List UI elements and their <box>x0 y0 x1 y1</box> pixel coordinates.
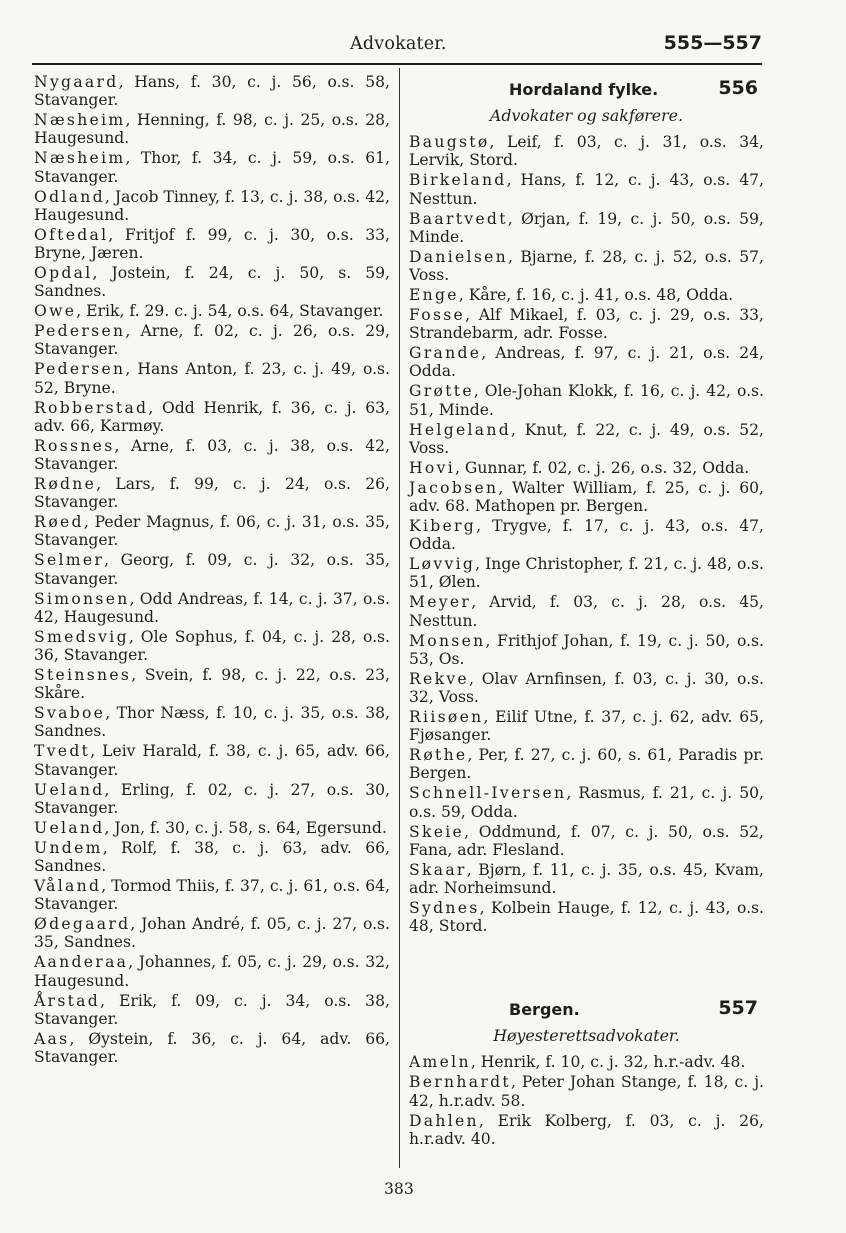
directory-entry <box>34 399 390 435</box>
entry-surname: Undem <box>34 838 103 857</box>
entry-surname: Meyer <box>409 593 472 612</box>
directory-entry <box>34 1030 390 1066</box>
directory-entry <box>409 1053 764 1071</box>
entry-details: , Johan André, f. 05, c. j. 27, o.s. 35, Sandnes. <box>34 915 390 952</box>
entry-surname: Årstad <box>34 991 101 1010</box>
entry-details: , Hans, f. 30, c. j. 56, o.s. 58, Stavanger. <box>34 73 390 110</box>
entry-surname: Skaar <box>409 860 467 879</box>
entry-surname: Opdal <box>34 264 93 283</box>
entry-details: , Gunnar, f. 02, c. j. 26, o.s. 32, Odda. <box>454 458 750 477</box>
entry-details: , Odd Andreas, f. 14, c. j. 37, o.s. 42, Haugesund. <box>34 589 390 626</box>
entry-details: , Inge Christopher, f. 21, c. j. 48, o.s. 51, Ølen. <box>409 555 764 592</box>
directory-entry <box>409 306 764 342</box>
entry-surname: Baartvedt <box>409 209 508 228</box>
entry-surname: Sydnes <box>409 899 480 918</box>
entry-surname: Røthe <box>409 746 468 765</box>
entry-details: , Peter Johan Stange, f. 18, c. j. 42, h.r.adv. 58. <box>409 1073 764 1110</box>
directory-entry <box>34 992 390 1028</box>
directory-entry <box>409 133 764 169</box>
entry-details: , Arne, f. 03, c. j. 38, o.s. 42, Stavanger. <box>34 436 390 474</box>
directory-entry <box>34 742 390 778</box>
entry-details: , Thor, f. 34, c. j. 59, o.s. 61, Stavanger. <box>34 149 390 186</box>
entry-details: , Bjørn, f. 11, c. j. 35, o.s. 45, Kvam, adr. Norheimsund. <box>409 860 764 898</box>
entry-details: , Svein, f. 98, c. j. 22, o.s. 23, Skåre. <box>34 666 390 703</box>
section-number: 557 <box>718 997 758 1020</box>
entry-surname: Ødegaard <box>34 915 131 934</box>
directory-entry <box>409 632 764 668</box>
directory-entry <box>34 819 390 837</box>
directory-entry <box>409 248 764 284</box>
region-title: Hordaland fylke. <box>509 80 659 99</box>
entry-details: , Kolbein Hauge, f. 12, c. j. 43, o.s. 48, Stord. <box>409 899 764 936</box>
entry-details: , Bjarne, f. 28, c. j. 52, o.s. 57, Voss. <box>409 247 764 285</box>
entry-surname: Grøtte <box>409 382 474 401</box>
directory-entry <box>409 899 764 935</box>
directory-entry <box>34 475 390 511</box>
entry-surname: Løvvig <box>409 555 476 574</box>
directory-entry <box>34 437 390 473</box>
entry-surname: Fosse <box>409 306 466 325</box>
entry-details: , Oddmund, f. 07, c. j. 50, o.s. 52, Fana, adr. Flesland. <box>409 822 764 859</box>
entry-surname: Nygaard <box>34 73 119 91</box>
entry-details: , Ørjan, f. 19, c. j. 50, o.s. 59, Minde. <box>409 209 764 246</box>
entry-surname: Helgeland <box>409 420 512 439</box>
directory-entry <box>34 302 390 320</box>
entry-surname: Riisøen <box>409 708 484 727</box>
entry-surname: Enge <box>409 286 459 305</box>
entry-details: , Erling, f. 02, c. j. 27, o.s. 30, Stavanger. <box>34 780 390 817</box>
entry-details: , Jacob Tinney, f. 13, c. j. 38, o.s. 42, Haugesund. <box>34 187 390 224</box>
entry-surname: Simonsen <box>34 589 130 608</box>
directory-entry <box>34 149 390 185</box>
entry-surname: Schnell-Iversen <box>409 784 567 803</box>
directory-entry <box>409 708 764 744</box>
directory-entry <box>34 226 390 262</box>
directory-entry <box>34 839 390 875</box>
entry-details: , Trygve, f. 17, c. j. 43, o.s. 47, Odda. <box>409 517 764 554</box>
entry-details: , Jon, f. 30, c. j. 58, s. 64, Egersund. <box>104 818 387 837</box>
entry-details: , Rolf, f. 38, c. j. 63, adv. 66, Sandnes. <box>34 838 390 876</box>
entry-details: , Rasmus, f. 21, c. j. 50, o.s. 59, Odda. <box>409 784 764 821</box>
running-title: Advokater. <box>350 34 447 54</box>
entry-details: , Kåre, f. 16, c. j. 41, o.s. 48, Odda. <box>458 286 734 305</box>
section-number: 556 <box>718 77 758 99</box>
right-column <box>409 73 764 1150</box>
directory-entry <box>34 666 390 702</box>
directory-entry <box>34 111 390 147</box>
section-header-556 <box>409 79 764 103</box>
entry-surname: Robberstad <box>34 398 149 417</box>
entry-details: , Knut, f. 22, c. j. 49, o.s. 52, Voss. <box>409 420 764 457</box>
entry-surname: Våland <box>34 877 102 896</box>
entry-details: , Lars, f. 99, c. j. 24, o.s. 26, Stavanger. <box>34 475 390 512</box>
directory-entry <box>409 171 764 207</box>
entry-details: , Erik Kolberg, f. 03, c. j. 26, h.r.adv. 40. <box>409 1111 764 1148</box>
entry-surname: Næsheim <box>34 149 126 168</box>
entry-details: , Henrik, f. 10, c. j. 32, h.r.-adv. 48. <box>470 1053 746 1072</box>
entry-details: , Olav Arnfinsen, f. 03, c. j. 30, o.s. 32, Voss. <box>409 669 764 707</box>
entry-details: , Hans, f. 12, c. j. 43, o.s. 47, Nesttun. <box>409 171 764 208</box>
entry-surname: Odland <box>34 187 105 206</box>
directory-entry <box>409 517 764 553</box>
entry-details: , Andreas, f. 97, c. j. 21, o.s. 24, Odda. <box>409 344 764 381</box>
section-spacer <box>409 937 764 993</box>
entry-surname: Kiberg <box>409 517 477 536</box>
entry-details: , Erik, f. 09, c. j. 34, o.s. 38, Stavanger. <box>34 991 390 1028</box>
entry-surname: Monsen <box>409 631 486 650</box>
directory-entry <box>409 555 764 591</box>
section-range: 555—557 <box>663 32 762 54</box>
directory-entry <box>34 590 390 626</box>
entry-list-557 <box>409 1053 764 1148</box>
directory-entry <box>409 421 764 457</box>
entry-surname: Ueland <box>34 780 105 799</box>
entry-details: , Walter William, f. 25, c. j. 60, adv. 68. Mathopen pr. Bergen. <box>409 478 764 516</box>
entry-details: , Leif, f. 03, c. j. 31, o.s. 34, Lervik, Stord. <box>409 133 764 170</box>
directory-entry <box>409 210 764 246</box>
directory-entry <box>409 823 764 859</box>
entry-surname: Rødne <box>34 475 97 494</box>
section-header-557 <box>409 999 764 1023</box>
entry-surname: Ueland <box>34 818 105 837</box>
directory-entry <box>34 953 390 989</box>
directory-entry <box>409 861 764 897</box>
entry-details: , Leiv Harald, f. 38, c. j. 65, adv. 66, Stavanger. <box>34 742 390 779</box>
entry-details: , Hans Anton, f. 23, c. j. 49, o.s. 52, Bryne. <box>34 360 390 397</box>
directory-entry <box>409 459 764 477</box>
entry-details: , Frithjof Johan, f. 19, c. j. 50, o.s. 53, Os. <box>409 631 764 668</box>
entry-surname: Dahlen <box>409 1111 479 1130</box>
left-column <box>34 73 390 1068</box>
entry-details: , Alf Mikael, f. 03, c. j. 29, o.s. 33, Strandebarm, adr. Fosse. <box>409 306 764 343</box>
entry-details: , Tormod Thiis, f. 37, c. j. 61, o.s. 64, Stavanger. <box>34 877 390 914</box>
directory-entry <box>34 322 390 358</box>
entry-surname: Skeie <box>409 822 465 841</box>
region-title: Bergen. <box>509 1000 580 1020</box>
entry-details: , Peder Magnus, f. 06, c. j. 31, o.s. 35, Stavanger. <box>34 513 390 550</box>
entry-surname: Aanderaa <box>34 953 129 972</box>
page-number: 383 <box>384 1180 414 1198</box>
entry-details: , Arvid, f. 03, c. j. 28, o.s. 45, Nesttun. <box>409 593 764 630</box>
entry-details: , Erik, f. 29. c. j. 54, o.s. 64, Stavanger. <box>76 302 384 321</box>
entry-details: , Jostein, f. 24, c. j. 50, s. 59, Sandnes. <box>34 264 390 301</box>
directory-entry <box>34 73 390 109</box>
directory-entry <box>409 479 764 515</box>
directory-entry <box>409 1073 764 1109</box>
directory-entry <box>34 513 390 549</box>
entry-details: , Per, f. 27, c. j. 60, s. 61, Paradis pr. Bergen. <box>409 746 764 783</box>
entry-surname: Aas <box>34 1029 70 1048</box>
entry-surname: Jacobsen <box>409 478 499 497</box>
directory-entry <box>34 360 390 396</box>
entry-surname: Birkeland <box>409 171 507 190</box>
entry-details: , Ole-Johan Klokk, f. 16, c. j. 42, o.s. 51, Minde. <box>409 382 764 419</box>
directory-entry <box>409 746 764 782</box>
entry-surname: Pedersen <box>34 360 126 379</box>
directory-entry <box>409 1112 764 1148</box>
entry-surname: Rekve <box>409 669 469 688</box>
entry-details: , Ole Sophus, f. 04, c. j. 28, o.s. 36, Stavanger. <box>34 627 390 665</box>
entry-surname: Næsheim <box>34 111 126 130</box>
entry-surname: Hovi <box>409 458 455 477</box>
entry-surname: Smedsvig <box>34 627 129 646</box>
entry-details: , Arne, f. 02, c. j. 26, o.s. 29, Stavanger. <box>34 322 390 359</box>
directory-entry <box>34 877 390 913</box>
entry-list-556 <box>409 133 764 935</box>
entry-surname: Bernhardt <box>409 1073 511 1092</box>
directory-entry <box>409 593 764 629</box>
header-rule <box>32 63 762 65</box>
entry-surname: Steinsnes <box>34 666 132 685</box>
directory-entry <box>34 551 390 587</box>
directory-entry <box>34 264 390 300</box>
directory-entry <box>409 382 764 418</box>
entry-details: , Henning, f. 98, c. j. 25, o.s. 28, Haugesund. <box>34 111 390 148</box>
directory-entry <box>34 915 390 951</box>
directory-entry <box>34 188 390 224</box>
entry-surname: Owe <box>34 302 77 321</box>
entry-surname: Røed <box>34 513 84 532</box>
directory-entry <box>34 628 390 664</box>
entry-surname: Danielsen <box>409 247 509 266</box>
entry-details: , Johannes, f. 05, c. j. 29, o.s. 32, Haugesund. <box>34 953 390 990</box>
entry-details: , Øystein, f. 36, c. j. 64, adv. 66, Stavanger. <box>34 1029 390 1067</box>
entry-surname: Oftedal <box>34 225 109 244</box>
entry-surname: Ameln <box>409 1053 471 1072</box>
entry-details: , Eilif Utne, f. 37, c. j. 62, adv. 65, Fjøsanger. <box>409 708 764 745</box>
directory-entry <box>409 286 764 304</box>
column-divider <box>399 68 400 1168</box>
section-subtitle: Advokater og sakførere. <box>489 106 684 125</box>
entry-surname: Pedersen <box>34 322 126 341</box>
entry-details: , Odd Henrik, f. 36, c. j. 63, adv. 66, Karmøy. <box>34 398 390 435</box>
directory-entry <box>34 781 390 817</box>
entry-surname: Tvedt <box>34 742 91 761</box>
entry-surname: Baugstø <box>409 133 490 152</box>
directory-entry <box>409 344 764 380</box>
entry-details: , Fritjof f. 99, c. j. 30, o.s. 33, Bryne, Jæren. <box>34 225 390 263</box>
entry-details: , Thor Næss, f. 10, c. j. 35, o.s. 38, Sandnes. <box>34 704 390 741</box>
entry-surname: Rossnes <box>34 436 115 455</box>
entry-surname: Svaboe <box>34 704 106 723</box>
directory-entry <box>34 704 390 740</box>
directory-entry <box>409 784 764 820</box>
entry-surname: Grande <box>409 344 482 363</box>
directory-entry <box>409 670 764 706</box>
entry-surname: Selmer <box>34 551 105 570</box>
entry-details: , Georg, f. 09, c. j. 32, o.s. 35, Stavanger. <box>34 551 390 588</box>
section-subtitle: Høyesterettsadvokater. <box>493 1026 680 1046</box>
page-header <box>32 32 762 62</box>
